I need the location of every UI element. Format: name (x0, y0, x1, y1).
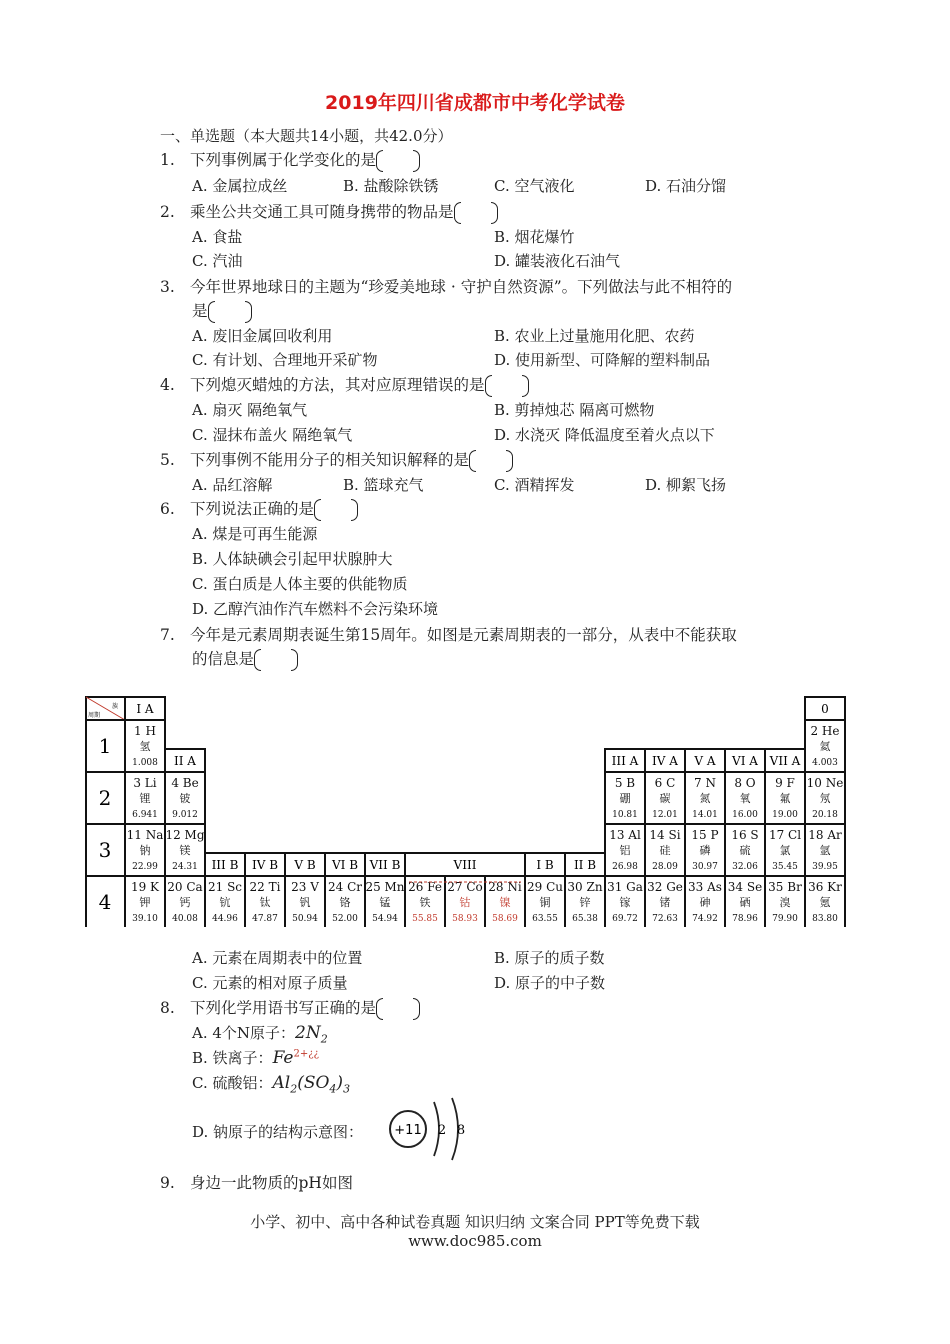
element-name: 钾 (139, 896, 151, 909)
element-mass: 72.63 (652, 914, 678, 924)
option: A. 金属拉成丝 (192, 177, 288, 195)
element-mass: 79.90 (772, 914, 798, 924)
answer-blank (208, 301, 252, 323)
element-name: 铬 (339, 896, 351, 909)
group-label-a2: V A (694, 754, 716, 768)
element-number-symbol: 11 Na (126, 828, 164, 842)
option: D. 柳絮飞扬 (645, 476, 727, 494)
option: D. 原子的中子数 (494, 974, 606, 992)
element-number-symbol: 28 Ni (488, 880, 522, 894)
element-mass: 20.18 (812, 810, 838, 820)
element-name: 氟 (779, 792, 791, 805)
element-number-symbol: 31 Ga (607, 880, 643, 894)
element-number-symbol: 27 Co (447, 880, 483, 894)
element-mass: 40.08 (172, 914, 198, 924)
group-label-b4: VII B (369, 858, 401, 872)
element-number-symbol: 7 N (694, 776, 716, 790)
formula-2n2: $2N_2$ (295, 1023, 328, 1046)
answer-blank (485, 375, 529, 397)
element-name: 氮 (699, 792, 711, 805)
question-3-cont: 是 (192, 299, 252, 323)
element-number-symbol: 35 Br (768, 880, 802, 894)
sodium-atom-diagram (384, 1094, 474, 1164)
period-label: 4 (98, 890, 112, 914)
element-mass: 39.95 (812, 862, 838, 872)
element-mass: 9.012 (172, 810, 198, 820)
element-mass: 74.92 (692, 914, 718, 924)
option: D. 罐装液化石油气 (494, 252, 621, 270)
option: B. 烟花爆竹 (494, 228, 575, 246)
element-mass: 32.06 (732, 862, 758, 872)
element-name: 铍 (179, 792, 191, 805)
group-label-a0: III A (611, 754, 639, 768)
element-name: 钒 (299, 896, 311, 909)
group-label-b2: V B (294, 858, 316, 872)
question-number: 1. (160, 151, 175, 169)
option-8d: D. 钠原子的结构示意图： (192, 1123, 364, 1141)
option: D. 使用新型、可降解的塑料制品 (494, 351, 711, 369)
corner-label-group: 族 (111, 703, 118, 710)
element-number-symbol: 6 C (654, 776, 676, 790)
question-1 (160, 148, 420, 172)
group-label-a4: VII A (769, 754, 801, 768)
option: C. 有计划、合理地开采矿物 (192, 351, 378, 369)
element-mass: 1.008 (132, 758, 158, 768)
answer-blank (376, 998, 420, 1020)
element-number-symbol: 29 Cu (527, 880, 563, 894)
element-number-symbol: 21 Sc (207, 880, 243, 894)
element-mass: 58.69 (492, 914, 518, 924)
element-mass: 50.94 (292, 914, 318, 924)
group-label-b1: IV B (251, 858, 279, 872)
element-number-symbol: 34 Se (727, 880, 763, 894)
option: B. 原子的质子数 (494, 949, 605, 967)
element-mass: 24.31 (172, 862, 198, 872)
element-number-symbol: 20 Ca (167, 880, 203, 894)
question-7-cont: 的信息是 (192, 647, 298, 671)
periodic-table (85, 695, 862, 927)
formula-fe-ion: $Fe^{2+¿¿}$ (272, 1048, 319, 1068)
element-number-symbol: 15 P (691, 828, 719, 842)
element-name: 氧 (739, 792, 751, 805)
group-label-iia: II A (174, 754, 196, 768)
option: B. 盐酸除铁锈 (343, 177, 439, 195)
option: A. 元素在周期表中的位置 (192, 949, 363, 967)
element-name: 氯 (779, 844, 791, 857)
question-6: 6. 下列说法正确的是 (160, 497, 358, 521)
element-name: 钛 (259, 896, 271, 909)
option: A. 煤是可再生能源 (192, 525, 318, 543)
option: C. 元素的相对原子质量 (192, 974, 348, 992)
option: C. 湿抹布盖火 隔绝氧气 (192, 426, 353, 444)
element-name: 铝 (619, 844, 631, 857)
element-name: 硒 (739, 896, 751, 909)
element-name: 镁 (179, 844, 191, 857)
element-number-symbol: 1 H (134, 724, 156, 738)
element-number-symbol: 17 Cl (768, 828, 802, 842)
element-mass: 69.72 (612, 914, 638, 924)
element-number-symbol: 18 Ar (808, 828, 842, 842)
element-name: 钪 (219, 896, 231, 909)
answer-blank (254, 649, 298, 671)
element-number-symbol: 30 Zn (567, 880, 603, 894)
element-name: 硼 (619, 792, 631, 805)
element-number-symbol: 22 Ti (249, 880, 281, 894)
element-number-symbol: 8 O (734, 776, 756, 790)
element-mass: 22.99 (132, 862, 158, 872)
option: A. 食盐 (192, 228, 243, 246)
option: D. 水浇灭 降低温度至着火点以下 (494, 426, 715, 444)
element-mass: 16.00 (732, 810, 758, 820)
element-name: 氖 (819, 792, 831, 805)
option: C. 汽油 (192, 252, 243, 270)
element-mass: 30.97 (692, 862, 718, 872)
element-number-symbol: 33 As (688, 880, 722, 894)
element-name: 镍 (499, 896, 511, 909)
element-name: 钴 (459, 896, 471, 909)
element-name: 锌 (579, 896, 591, 909)
period-label: 3 (98, 838, 112, 862)
element-mass: 14.01 (692, 810, 718, 820)
option: B. 篮球充气 (343, 476, 424, 494)
answer-blank (469, 450, 513, 472)
element-number-symbol: 12 Mg (165, 828, 205, 842)
option: A. 品红溶解 (192, 476, 273, 494)
answer-blank (454, 202, 498, 224)
element-name: 氪 (819, 896, 831, 909)
element-mass: 65.38 (572, 914, 598, 924)
option: C. 蛋白质是人体主要的供能物质 (192, 575, 408, 593)
question-9: 9. 身边一此物质的pH如图 (160, 1174, 353, 1192)
element-mass: 47.87 (252, 914, 278, 924)
question-2: 2. 乘坐公共交通工具可随身携带的物品是 (160, 200, 498, 224)
element-name: 氩 (819, 844, 831, 857)
element-number-symbol: 32 Ge (647, 880, 683, 894)
element-number-symbol: 23 V (291, 880, 319, 894)
element-mass: 52.00 (332, 914, 358, 924)
option: B. 人体缺碘会引起甲状腺肿大 (192, 550, 393, 568)
option: A. 废旧金属回收利用 (192, 327, 333, 345)
element-number-symbol: 16 S (731, 828, 759, 842)
period-label: 1 (98, 734, 112, 758)
element-name: 锰 (379, 896, 391, 909)
question-5: 5. 下列事例不能用分子的相关知识解释的是 (160, 448, 513, 472)
element-mass: 54.94 (372, 914, 398, 924)
element-mass: 12.01 (652, 810, 678, 820)
element-number-symbol: 2 He (810, 724, 840, 738)
element-mass: 10.81 (612, 810, 638, 820)
option: D. 乙醇汽油作汽车燃料不会污染环境 (192, 600, 439, 618)
element-number-symbol: 3 Li (133, 776, 157, 790)
element-mass: 6.941 (132, 810, 158, 820)
answer-blank (314, 499, 358, 521)
element-mass: 63.55 (532, 914, 558, 924)
section-heading: 一、单选题（本大题共14小题，共42.0分） (160, 127, 453, 145)
question-stem: 下列事例属于化学变化的是 (190, 151, 377, 169)
element-number-symbol: 5 B (614, 776, 636, 790)
footer-line-1: 小学、初中、高中各种试卷真题 知识归纳 文案合同 PPT等免费下载 (250, 1213, 700, 1231)
period-label: 2 (98, 786, 112, 810)
group-label-viii: VIII (453, 858, 477, 872)
element-number-symbol: 19 K (130, 880, 160, 894)
element-name: 硅 (659, 844, 671, 857)
group-label-ib: I B (536, 858, 554, 872)
element-mass: 39.10 (132, 914, 158, 924)
group-label-0: 0 (821, 702, 829, 716)
element-number-symbol: 25 Mn (365, 880, 405, 894)
element-name: 铜 (539, 896, 551, 909)
element-mass: 83.80 (812, 914, 838, 924)
atom-nucleus: +11 (394, 1123, 422, 1138)
question-4: 4. 下列熄灭蜡烛的方法，其对应原理错误的是 (160, 373, 529, 397)
element-name: 碳 (659, 792, 671, 805)
element-mass: 26.98 (612, 862, 638, 872)
group-label-b0: III B (211, 858, 239, 872)
element-name: 钙 (179, 896, 191, 909)
option-8b: B. 铁离子：$Fe^{2+¿¿}$ (192, 1048, 319, 1068)
element-mass: 4.003 (812, 758, 838, 768)
group-label-a1: IV A (652, 754, 678, 768)
option: B. 剪掉烛芯 隔离可燃物 (494, 401, 655, 419)
shell-1-electrons: 2 (437, 1123, 447, 1138)
element-mass: 55.85 (412, 914, 438, 924)
element-name: 硫 (739, 844, 751, 857)
question-3: 3. 今年世界地球日的主题为“珍爱美地球 · 守护自然资源”。下列做法与此不相符的 (160, 278, 733, 296)
element-name: 氢 (139, 740, 151, 753)
element-number-symbol: 26 Fe (408, 880, 442, 894)
element-number-symbol: 9 F (775, 776, 795, 790)
element-number-symbol: 36 Kr (808, 880, 842, 894)
element-mass: 19.00 (772, 810, 798, 820)
group-label-a3: VI A (732, 754, 758, 768)
element-number-symbol: 4 Be (171, 776, 199, 790)
element-number-symbol: 13 Al (609, 828, 641, 842)
group-label-b3: VI B (331, 858, 359, 872)
element-name: 锂 (139, 792, 151, 805)
formula-al2so43: $Al_2(SO_4)_3$ (272, 1073, 351, 1096)
corner-label-period: 周期 (88, 712, 101, 719)
option-8a: A. 4个N原子：$2N_2$ (192, 1023, 328, 1046)
option-8c: C. 硫酸铝：$Al_2(SO_4)_3$ (192, 1073, 351, 1096)
option: D. 石油分馏 (645, 177, 727, 195)
element-name: 砷 (699, 896, 711, 909)
group-label-ia: I A (136, 702, 154, 716)
element-number-symbol: 10 Ne (806, 776, 844, 790)
element-mass: 44.96 (212, 914, 238, 924)
question-7: 7. 今年是元素周期表诞生第15周年。如图是元素周期表的一部分，从表中不能获取 (160, 626, 737, 644)
element-mass: 58.93 (452, 914, 478, 924)
element-name: 镓 (619, 896, 631, 909)
element-number-symbol: 24 Cr (327, 880, 363, 894)
question-8: 8. 下列化学用语书写正确的是 (160, 996, 420, 1020)
element-number-symbol: 14 Si (649, 828, 681, 842)
option: C. 酒精挥发 (494, 476, 575, 494)
group-label-iib: II B (573, 858, 597, 872)
option: A. 扇灭 隔绝氧气 (192, 401, 308, 419)
element-name: 磷 (699, 844, 711, 857)
element-name: 铁 (419, 896, 431, 909)
page-title: 2019年四川省成都市中考化学试卷 (325, 92, 625, 114)
answer-blank (376, 150, 420, 172)
footer-url: www.doc985.com (408, 1232, 542, 1250)
element-mass: 78.96 (732, 914, 758, 924)
element-mass: 28.09 (652, 862, 678, 872)
element-name: 钠 (139, 844, 151, 857)
shell-2-electrons: 8 (456, 1123, 466, 1138)
element-mass: 35.45 (772, 862, 798, 872)
element-name: 氦 (819, 740, 831, 753)
option: B. 农业上过量施用化肥、农药 (494, 327, 695, 345)
option: C. 空气液化 (494, 177, 575, 195)
element-name: 锗 (659, 896, 671, 909)
element-name: 溴 (779, 896, 791, 909)
